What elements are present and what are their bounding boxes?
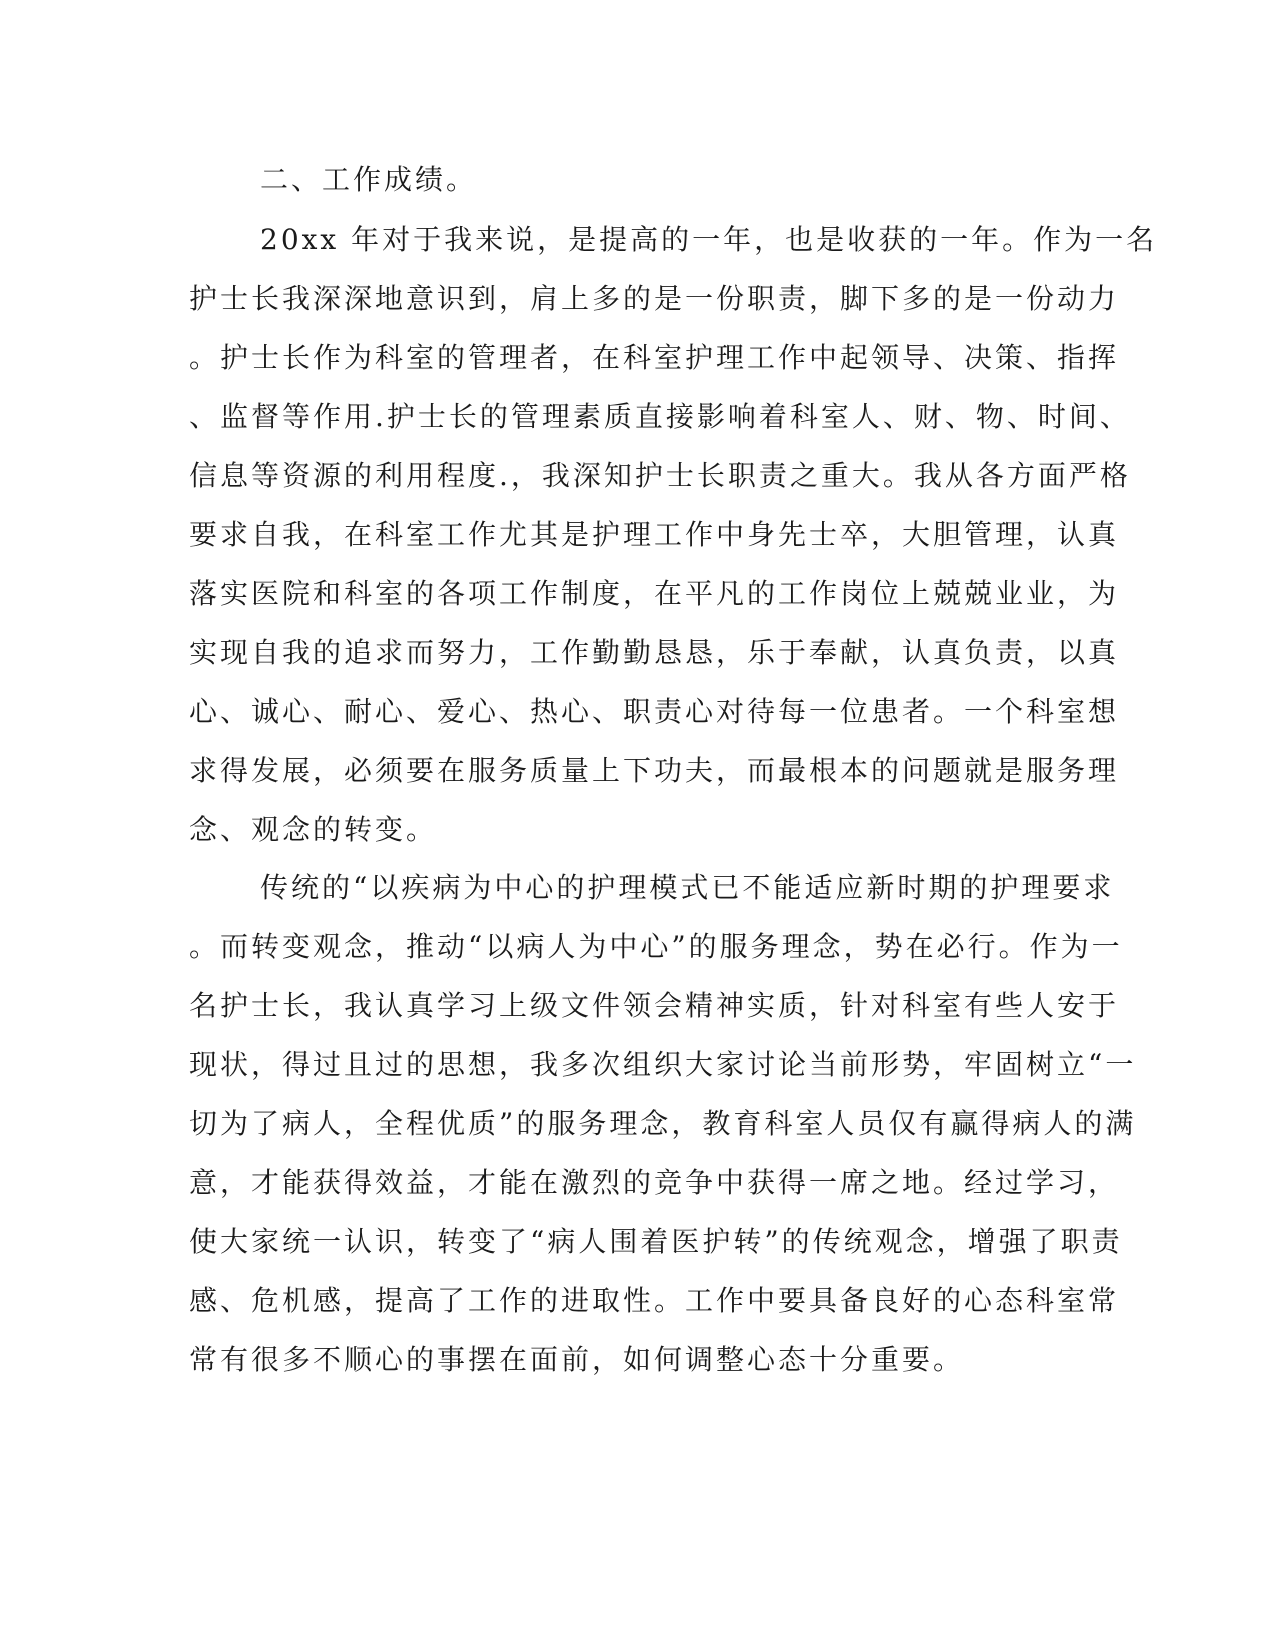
paragraph-line: 现状，得过且过的思想，我多次组织大家讨论当前形势，牢固树立“一 [189, 1048, 1137, 1081]
paragraph-line: 信息等资源的利用程度.，我深知护士长职责之重大。我从各方面严格 [189, 459, 1131, 492]
section-heading: 二、工作成绩。 [260, 163, 478, 196]
paragraph-line: 意，才能获得效益，才能在激烈的竞争中获得一席之地。经过学习， [189, 1166, 1120, 1199]
paragraph-line: 要求自我，在科室工作尤其是护理工作中身先士卒，大胆管理，认真 [189, 518, 1120, 551]
paragraph-line: 。而转变观念，推动“以病人为中心”的服务理念，势在必行。作为一 [189, 930, 1123, 963]
paragraph-line: 20xx 年对于我来说，是提高的一年，也是收获的一年。作为一名 [260, 223, 1158, 256]
paragraph-line: 感、危机感，提高了工作的进取性。工作中要具备良好的心态科室常 [189, 1284, 1120, 1317]
paragraph-line: 落实医院和科室的各项工作制度，在平凡的工作岗位上兢兢业业，为 [189, 577, 1120, 610]
paragraph-line: 实现自我的追求而努力，工作勤勤恳恳，乐于奉献，认真负责，以真 [189, 636, 1120, 669]
paragraph-line: 。护士长作为科室的管理者，在科室护理工作中起领导、决策、指挥 [189, 341, 1120, 374]
paragraph-line: 心、诚心、耐心、爱心、热心、职责心对待每一位患者。一个科室想 [189, 695, 1120, 728]
paragraph-line: 使大家统一认识，转变了“病人围着医护转”的传统观念，增强了职责 [189, 1225, 1123, 1258]
paragraph-line: 护士长我深深地意识到，肩上多的是一份职责，脚下多的是一份动力 [189, 282, 1120, 315]
paragraph-line: 常有很多不顺心的事摆在面前，如何调整心态十分重要。 [189, 1343, 965, 1376]
paragraph-line: 切为了病人，全程优质”的服务理念，教育科室人员仅有赢得病人的满 [189, 1107, 1137, 1140]
paragraph-line: 名护士长，我认真学习上级文件领会精神实质，针对科室有些人安于 [189, 989, 1120, 1022]
paragraph-line: 、监督等作用.护士长的管理素质直接影响着科室人、财、物、时间、 [189, 400, 1131, 433]
paragraph-line: 念、观念的转变。 [189, 813, 438, 846]
paragraph-line: 求得发展，必须要在服务质量上下功夫，而最根本的问题就是服务理 [189, 754, 1120, 787]
paragraph-line: 传统的“以疾病为中心的护理模式已不能适应新时期的护理要求 [260, 871, 1115, 904]
